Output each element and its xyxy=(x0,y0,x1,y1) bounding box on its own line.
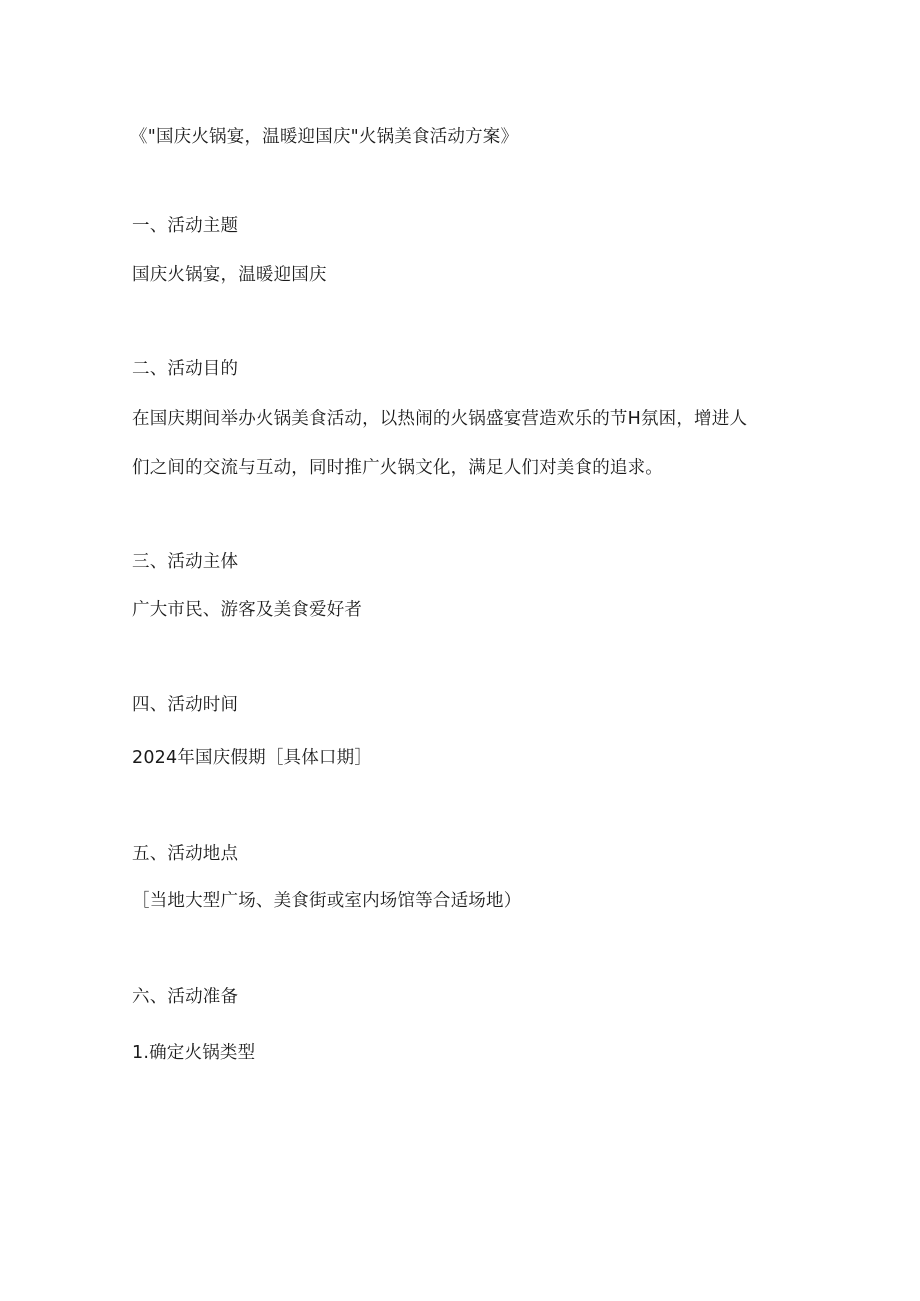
section-heading-preparation: 六、活动准备 xyxy=(132,987,239,1007)
section-heading-theme: 一、活动主题 xyxy=(132,216,239,236)
section-heading-participants: 三、活动主体 xyxy=(132,552,239,572)
section-text-time: 2024年国庆假期［具体口期］ xyxy=(132,748,373,768)
section-heading-location: 五、活动地点 xyxy=(132,844,239,864)
section-text-theme: 国庆火锅宴，温暖迎国庆 xyxy=(132,265,327,285)
document-title: 《"国庆火锅宴，温暖迎国庆"火锅美食活动方案》 xyxy=(130,127,519,147)
section-heading-time: 四、活动时间 xyxy=(132,695,239,715)
section-text-purpose-line1: 在国庆期间举办火锅美食活动，以热闹的火锅盛宴营造欢乐的节H氛困，增进人 xyxy=(132,409,748,429)
section-text-location: ［当地大型广场、美食街或室内场馆等合适场地） xyxy=(132,891,522,911)
section-text-purpose-line2: 们之间的交流与互动，同时推广火锅文化，满足人们对美食的追求。 xyxy=(132,458,663,478)
section-text-participants: 广大市民、游客及美食爱好者 xyxy=(132,600,363,620)
section-heading-purpose: 二、活动目的 xyxy=(132,359,239,379)
section-text-preparation-item1: 1.确定火锅类型 xyxy=(132,1043,256,1063)
